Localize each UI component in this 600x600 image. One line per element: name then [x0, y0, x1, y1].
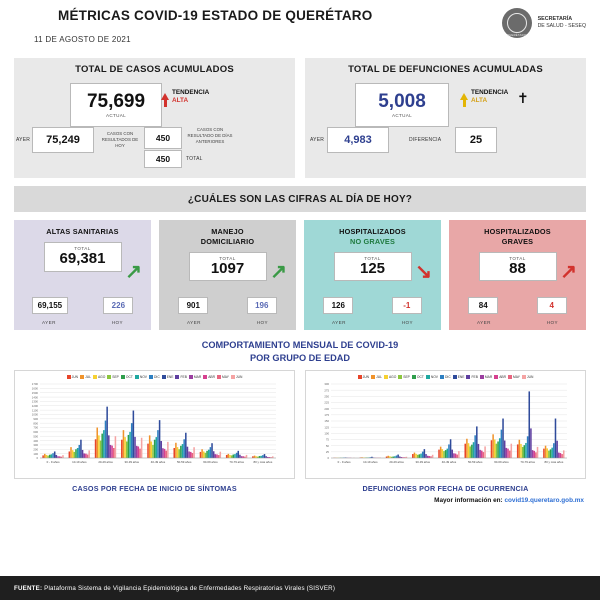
cases-trend-up-icon [161, 93, 169, 100]
legend-item [162, 375, 174, 379]
card-today-label: HOY [401, 320, 413, 325]
card-yesterday-value: 69,155 [32, 297, 68, 314]
trend-arrow-up-icon: ↗ [270, 261, 287, 283]
card-foot [449, 320, 586, 325]
deaths-panel [305, 58, 586, 178]
card-today-label: HOY [546, 320, 558, 325]
chart-plot-area [18, 380, 291, 476]
cases-total-box [144, 150, 182, 168]
legend-item [203, 375, 215, 379]
svg-text:50-59 años: 50-59 años [176, 459, 192, 464]
cases-current-value: 75,699 [86, 91, 146, 112]
svg-text:0 - 9 años: 0 - 9 años [46, 459, 60, 464]
cases-yesterday-label: AYER [16, 137, 31, 143]
cases-panel [14, 58, 295, 178]
footer-prefix: FUENTE: [14, 584, 43, 592]
card-title-main: ALTAS SANITARIAS [46, 227, 119, 236]
legend-label: FEB [180, 374, 187, 379]
header [0, 0, 600, 58]
svg-text:60-69 años: 60-69 años [494, 459, 509, 464]
svg-text:400: 400 [33, 438, 38, 443]
legend-item [67, 375, 78, 379]
svg-text:80 y más años: 80 y más años [544, 459, 564, 464]
legend-swatch [162, 375, 166, 379]
card-compare-row [14, 297, 151, 314]
more-info [0, 493, 600, 504]
cases-yesterday-box [32, 127, 94, 153]
legend-label: JUN [362, 374, 370, 379]
legend-swatch [175, 375, 179, 379]
svg-text:0 - 9 años: 0 - 9 años [337, 459, 351, 464]
cases-trend [172, 89, 209, 106]
org-line-1: SECRETARÍA [537, 16, 573, 23]
card-title-main: MANEJO [211, 227, 244, 236]
card-compare-row [449, 297, 586, 314]
svg-text:40-49 años: 40-49 años [441, 459, 457, 464]
legend-swatch [107, 375, 111, 379]
card-title [449, 227, 586, 247]
card-today-value: 4 [537, 297, 567, 314]
svg-text:50: 50 [325, 443, 329, 448]
legend-item [231, 375, 242, 379]
svg-text:25: 25 [325, 449, 329, 454]
svg-text:100: 100 [324, 431, 329, 436]
card-altas-sanitarias [14, 220, 151, 330]
legend-swatch [203, 375, 207, 379]
card-yesterday-value: 126 [323, 297, 353, 314]
card-today-label: HOY [111, 320, 123, 325]
charts-heading-line2: POR GRUPO DE EDAD [249, 352, 351, 363]
legend-swatch [426, 375, 430, 379]
card-total-box [479, 252, 557, 282]
card-total-box [44, 242, 122, 272]
legend-swatch [494, 375, 498, 379]
legend-item [135, 375, 147, 379]
deaths-yesterday-label: AYER [310, 137, 325, 143]
cases-current-box [70, 83, 162, 127]
deaths-current-value: 5,008 [378, 91, 426, 112]
legend-label: OCT [125, 374, 133, 379]
legend-item [149, 375, 160, 379]
chart-deaths [305, 370, 586, 479]
charts-heading-line1: COMPORTAMIENTO MENSUAL DE COVID-19 [201, 340, 399, 350]
legend-item [480, 375, 492, 379]
legend-label: MAY [222, 374, 229, 379]
cases-trend-value: ALTA [172, 97, 189, 105]
legend-swatch [384, 375, 388, 379]
deaths-trend-label: TENDENCIA [471, 89, 509, 96]
svg-text:70-79 años: 70-79 años [520, 459, 535, 464]
legend-item [398, 375, 410, 379]
footer [0, 576, 600, 600]
card-total-value: 125 [359, 259, 386, 277]
queretaro-emblem-icon [502, 8, 532, 38]
legend-label: MAY [513, 374, 520, 379]
cases-trend-label: TENDENCIA [172, 89, 210, 96]
svg-text:200: 200 [33, 447, 38, 452]
legend-swatch [231, 375, 235, 379]
card-total-box [189, 252, 267, 282]
more-info-label: Mayor información en: [434, 496, 503, 504]
black-ribbon-icon: ✝ [517, 90, 529, 106]
legend-label: ABR [208, 374, 216, 379]
trend-arrow-up-icon: ↗ [560, 261, 577, 283]
deaths-difference-value: 25 [469, 134, 483, 146]
emblem-label: QUERÉTARO [506, 33, 527, 37]
card-today-value: 196 [247, 297, 277, 314]
legend-item [453, 375, 465, 379]
chart-cases-caption: CASOS POR FECHA DE INICIO DE SÍNTOMAS [72, 483, 237, 493]
legend-item [412, 375, 424, 379]
svg-text:20-29 años: 20-29 años [389, 459, 404, 464]
legend-swatch [121, 375, 125, 379]
legend-item [175, 375, 186, 379]
chart-plot-area [309, 380, 582, 476]
svg-text:200: 200 [324, 406, 329, 411]
today-figures-banner: ¿CUÁLES SON LAS CIFRAS AL DÍA DE HOY? [14, 186, 586, 212]
legend-swatch [371, 375, 375, 379]
legend-item [466, 375, 477, 379]
card-title-sub: NO GRAVES [349, 236, 396, 246]
legend-item [189, 375, 201, 379]
legend-swatch [189, 375, 193, 379]
card-yesterday-label: AYER [187, 320, 201, 325]
svg-text:700: 700 [33, 425, 38, 430]
trend-arrow-down-icon: ↘ [415, 261, 432, 283]
legend-label: JUL [376, 374, 382, 379]
deaths-trend [471, 89, 508, 106]
svg-text:60-69 años: 60-69 años [203, 459, 218, 464]
report-date: 11 DE AGOSTO DE 2021 [34, 35, 131, 44]
card-total-label: TOTAL [74, 245, 91, 251]
legend-swatch [508, 375, 512, 379]
legend-label: AGO [388, 374, 397, 379]
legend-label: NOV [139, 374, 148, 379]
legend-label: JUN [235, 374, 243, 379]
svg-text:0: 0 [36, 455, 38, 460]
card-foot [159, 320, 296, 325]
legend-item [121, 375, 133, 379]
svg-text:1100: 1100 [31, 408, 38, 413]
legend-label: JUN [526, 374, 534, 379]
chart-legend [309, 375, 582, 379]
card-yesterday-value: 84 [468, 297, 498, 314]
svg-text:900: 900 [33, 416, 38, 421]
legend-swatch [149, 375, 153, 379]
legend-item [358, 375, 369, 379]
cases-today-note: CASOS CON RESULTADOS DE HOY [101, 131, 139, 148]
legend-swatch [522, 375, 526, 379]
deaths-trend-up-icon [460, 93, 468, 100]
seseq-logo [502, 8, 586, 38]
svg-text:150: 150 [324, 418, 329, 423]
svg-text:1300: 1300 [31, 399, 38, 404]
svg-text:100: 100 [33, 451, 38, 456]
cases-current-label: ACTUAL [106, 113, 126, 118]
legend-swatch [480, 375, 484, 379]
chart-deaths-caption: DEFUNCIONES POR FECHA DE OCURRENCIA [362, 483, 529, 493]
svg-text:300: 300 [33, 442, 38, 447]
footer-text: Plataforma Sistema de Vigilancia Epidemiológica de Enfermedades Respiratorias Virales (SISVER) [44, 584, 336, 592]
legend-swatch [217, 375, 221, 379]
svg-text:125: 125 [324, 425, 329, 430]
card-manejo-domiciliario [159, 220, 296, 330]
legend-swatch [412, 375, 416, 379]
svg-text:70-79 años: 70-79 años [229, 459, 244, 464]
svg-text:10-19 años: 10-19 años [72, 459, 87, 464]
svg-text:10-19 años: 10-19 años [363, 459, 378, 464]
legend-item [107, 375, 119, 379]
legend-item [217, 375, 229, 379]
legend-swatch [453, 375, 457, 379]
legend-item [384, 375, 396, 379]
card-yesterday-label: AYER [42, 320, 56, 325]
legend-item [440, 375, 451, 379]
legend-swatch [398, 375, 402, 379]
legend-label: ABR [499, 374, 507, 379]
legend-label: DIC [154, 374, 160, 379]
svg-text:225: 225 [324, 400, 329, 405]
legend-label: ENE [166, 374, 174, 379]
cases-panel-title: TOTAL DE CASOS ACUMULADOS [75, 64, 234, 75]
legend-swatch [440, 375, 444, 379]
card-total-value: 88 [509, 259, 526, 277]
card-title-sub: GRAVES [501, 236, 534, 246]
svg-text:275: 275 [324, 388, 329, 393]
deaths-yesterday-box [327, 127, 389, 153]
deaths-panel-body [305, 77, 586, 167]
charts-row [0, 365, 600, 479]
svg-text:1700: 1700 [31, 381, 38, 386]
svg-text:1000: 1000 [31, 412, 38, 417]
svg-text:500: 500 [33, 434, 38, 439]
svg-text:0: 0 [327, 455, 329, 460]
legend-swatch [358, 375, 362, 379]
deaths-panel-title: TOTAL DE DEFUNCIONES ACUMULADAS [348, 64, 543, 75]
legend-label: NOV [430, 374, 439, 379]
card-today-label: HOY [256, 320, 268, 325]
charts-captions [0, 479, 600, 493]
deaths-difference-label: DIFERENCIA [409, 137, 442, 143]
card-title [304, 227, 441, 247]
charts-heading [0, 339, 600, 365]
legend-item [371, 375, 382, 379]
card-today-value: 226 [103, 297, 133, 314]
legend-label: DIC [445, 374, 451, 379]
card-compare-row [159, 297, 296, 314]
svg-text:1400: 1400 [31, 395, 38, 400]
card-yesterday-label: AYER [477, 320, 491, 325]
svg-text:40-49 años: 40-49 años [150, 459, 166, 464]
legend-label: FEB [471, 374, 478, 379]
svg-text:80 y más años: 80 y más años [253, 459, 273, 464]
card-title [14, 227, 151, 237]
cases-yesterday-value: 75,249 [46, 134, 80, 146]
svg-text:75: 75 [325, 437, 329, 442]
svg-text:30-39 años: 30-39 años [124, 459, 140, 464]
card-hospitalizados-graves [449, 220, 586, 330]
legend-item [426, 375, 438, 379]
svg-text:30-39 años: 30-39 años [415, 459, 431, 464]
cases-prev-value: 450 [155, 154, 171, 164]
svg-text:175: 175 [324, 412, 329, 417]
deaths-difference-box [455, 127, 497, 153]
card-yesterday-label: AYER [332, 320, 346, 325]
trend-arrow-up-icon: ↗ [125, 261, 142, 283]
chart-legend [18, 375, 291, 379]
card-foot [304, 320, 441, 325]
cases-today-value: 450 [155, 133, 171, 143]
svg-text:1600: 1600 [31, 386, 38, 391]
legend-label: JUL [85, 374, 91, 379]
svg-text:300: 300 [324, 381, 329, 386]
cases-today-box [144, 127, 182, 149]
svg-text:50-59 años: 50-59 años [467, 459, 483, 464]
legend-label: JUN [71, 374, 79, 379]
cases-panel-body [14, 77, 295, 167]
card-title-main: HOSPITALIZADOS [484, 227, 551, 236]
legend-swatch [93, 375, 97, 379]
legend-label: SEP [112, 374, 119, 379]
legend-label: MAR [484, 374, 493, 379]
deaths-trend-value: ALTA [471, 97, 488, 105]
org-line-2: DE SALUD - SESEQ [537, 23, 586, 30]
card-total-label: TOTAL [509, 255, 526, 261]
svg-text:20-29 años: 20-29 años [98, 459, 113, 464]
card-title-sub: DOMICILIARIO [200, 236, 255, 246]
card-total-value: 1097 [210, 259, 245, 277]
svg-text:1200: 1200 [31, 403, 38, 408]
card-title [159, 227, 296, 247]
legend-swatch [135, 375, 139, 379]
more-info-link[interactable]: covid19.queretaro.gob.mx [504, 496, 584, 504]
card-hospitalizados-no-graves [304, 220, 441, 330]
cases-total-label: TOTAL [186, 156, 203, 162]
summary-panels [0, 58, 600, 178]
card-foot [14, 320, 151, 325]
cases-prev-note: CASOS CON RESULTADO DE DÍAS ANTERIORES [187, 127, 233, 144]
card-title-main: HOSPITALIZADOS [339, 227, 406, 236]
card-today-value: -1 [392, 297, 422, 314]
deaths-current-box [355, 83, 449, 127]
svg-text:1500: 1500 [31, 390, 38, 395]
legend-swatch [67, 375, 71, 379]
svg-text:600: 600 [33, 429, 38, 434]
legend-label: ENE [457, 374, 465, 379]
legend-swatch [466, 375, 470, 379]
card-yesterday-value: 901 [178, 297, 208, 314]
card-compare-row [304, 297, 441, 314]
legend-item [93, 375, 105, 379]
deaths-yesterday-value: 4,983 [344, 134, 372, 146]
svg-text:250: 250 [324, 394, 329, 399]
seseq-text [538, 15, 586, 31]
chart-cases [14, 370, 295, 479]
legend-label: SEP [403, 374, 410, 379]
legend-item [494, 375, 506, 379]
card-total-box [334, 252, 412, 282]
legend-item [80, 375, 91, 379]
metric-cards [0, 212, 600, 330]
deaths-current-label: ACTUAL [392, 113, 412, 118]
card-total-value: 69,381 [59, 249, 106, 267]
legend-item [522, 375, 533, 379]
card-total-label: TOTAL [364, 255, 381, 261]
legend-label: OCT [416, 374, 424, 379]
legend-label: AGO [97, 374, 106, 379]
legend-swatch [80, 375, 84, 379]
svg-text:800: 800 [33, 421, 38, 426]
page-title: MÉTRICAS COVID-19 ESTADO DE QUERÉTARO [58, 8, 373, 23]
legend-label: MAR [193, 374, 202, 379]
legend-item [508, 375, 520, 379]
card-total-label: TOTAL [219, 255, 236, 261]
